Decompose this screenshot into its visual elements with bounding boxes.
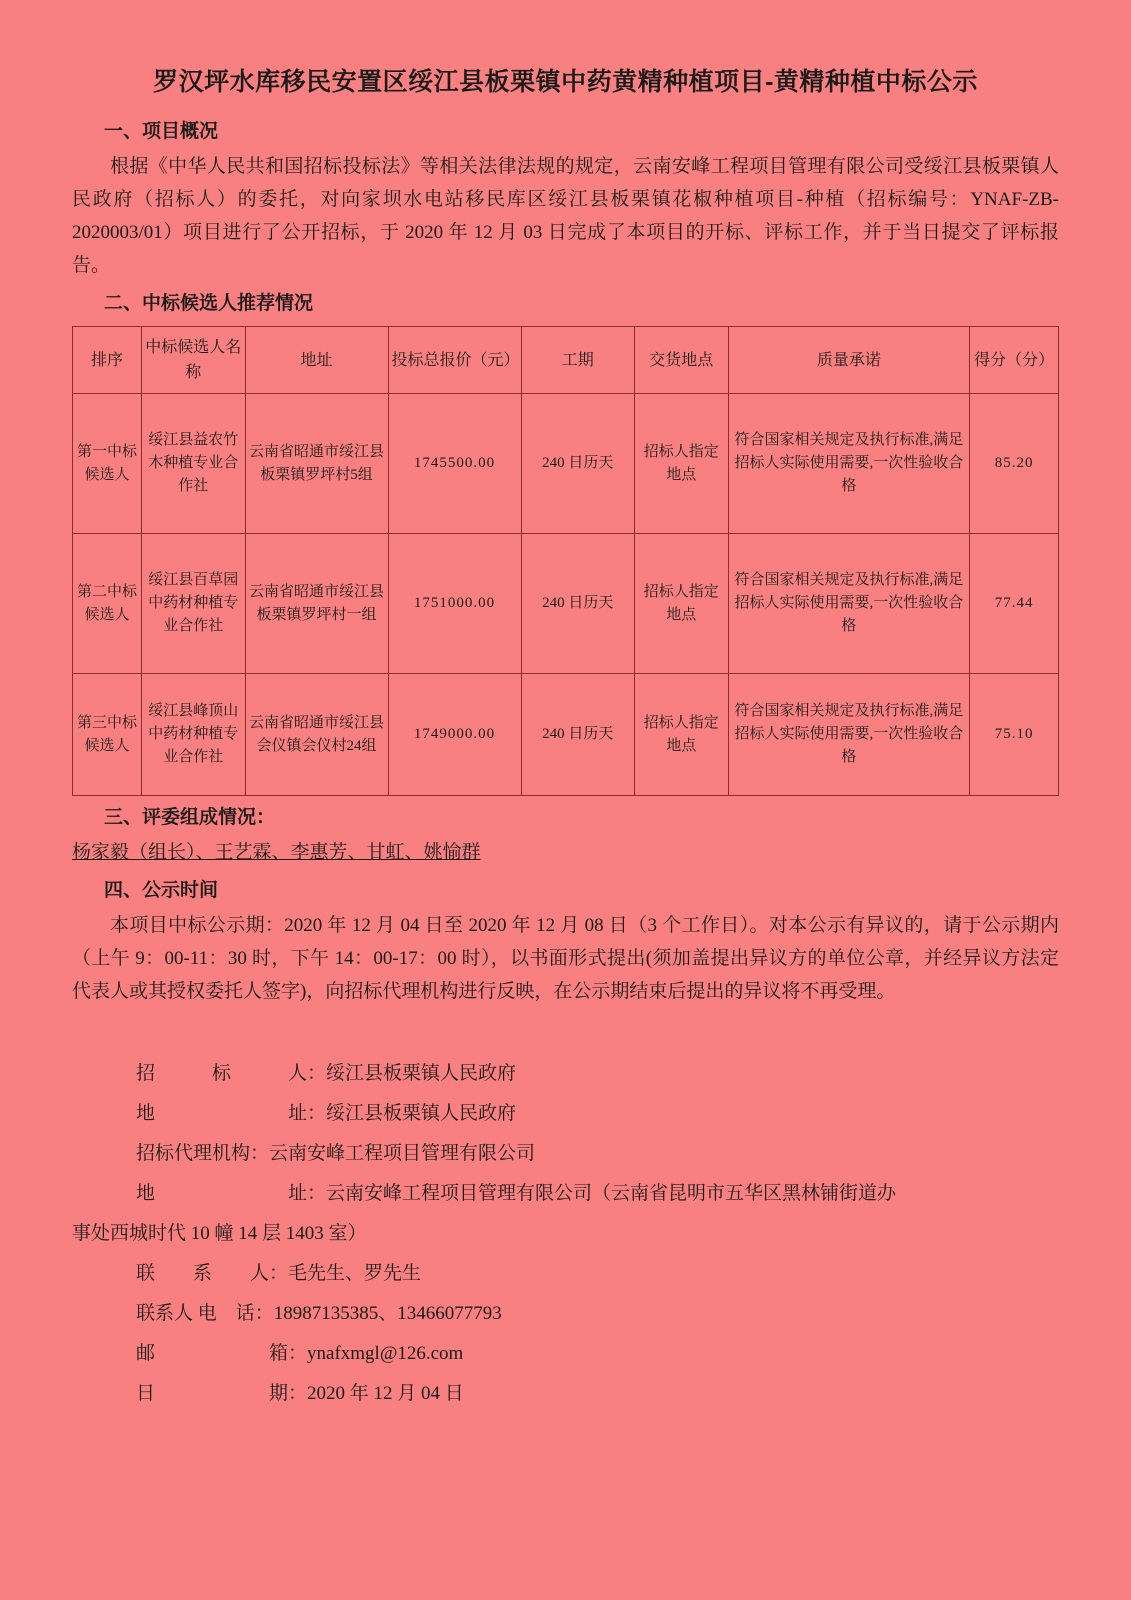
cell-period: 240 日历天 <box>521 534 634 674</box>
column-header-score: 得分（分） <box>970 327 1059 394</box>
table-row <box>73 534 1059 674</box>
contact-label: 联 系 人： <box>136 1263 289 1284</box>
column-header-name: 中标候选人名称 <box>142 327 246 394</box>
section-body-overview: 根据《中华人民共和国招标投标法》等相关法律法规的规定，云南安峰工程项目管理有限公司受绥江县板栗镇人民政府（招标人）的委托，对向家坝水电站移民库区绥江县板栗镇花椒种植项目-种植（招标编号：YNAF-ZB-2020003/01）项目进行了公开招标，于 2020 年 12 月 03 日完成了本项目的开标、评标工作，并于当日提交了评标报告。 <box>72 156 1059 276</box>
contact-row-person <box>136 1254 1059 1294</box>
cell-price: 1749000.00 <box>388 674 521 796</box>
section-body-publicity-period: 本项目中标公示期：2020 年 12 月 04 日至 2020 年 12 月 08 日（3 个工作日）。对本公示有异议的，请于公示期内（上午 9：00-11：30 时，下午 14：00-17：00 时），以书面形式提出(须加盖提出异议方的单位公章，并经异议方法定代表人或其授权委托人签字)，向招标代理机构进行反映，在公示期结束后提出的异议将不再受理。 <box>72 915 1059 1002</box>
contact-value: 毛先生、罗先生 <box>288 1263 422 1284</box>
contact-row-tenderer <box>136 1054 1059 1094</box>
cell-quality: 符合国家相关规定及执行标准,满足招标人实际使用需要,一次性验收合格 <box>728 394 970 534</box>
cell-score: 75.10 <box>970 674 1059 796</box>
cell-price: 1751000.00 <box>388 534 521 674</box>
cell-period: 240 日历天 <box>521 674 634 796</box>
section-heading-committee: 三、评委组成情况： <box>104 807 276 828</box>
agency-address-continuation: 事处西城时代 10 幢 14 层 1403 室） <box>72 1223 367 1244</box>
column-header-period: 工期 <box>521 327 634 394</box>
cell-address: 云南省昭通市绥江县板栗镇罗坪村5组 <box>245 394 388 534</box>
cell-period: 240 日历天 <box>521 394 634 534</box>
section-heading-candidates: 二、中标候选人推荐情况 <box>104 293 314 314</box>
contact-label: 联系人 电 话： <box>136 1303 274 1324</box>
column-header-price: 投标总报价（元） <box>388 327 521 394</box>
cell-place: 招标人指定地点 <box>634 394 728 534</box>
cell-price: 1745500.00 <box>388 394 521 534</box>
contact-value: 绥江县板栗镇人民政府 <box>326 1103 517 1124</box>
contact-row-phone <box>136 1294 1059 1334</box>
page-title: 罗汉坪水库移民安置区绥江县板栗镇中药黄精种植项目-黄精种植中标公示 <box>153 68 978 96</box>
contact-row-agency <box>136 1134 1059 1174</box>
contact-label: 邮 箱： <box>136 1343 308 1364</box>
contact-block <box>72 1054 1059 1414</box>
cell-place: 招标人指定地点 <box>634 674 728 796</box>
contact-value: 2020 年 12 月 04 日 <box>307 1383 464 1404</box>
table-header-row <box>73 327 1059 394</box>
section-heading-publicity-period: 四、公示时间 <box>104 880 219 901</box>
contact-label: 招 标 人： <box>136 1063 327 1084</box>
committee-members: 杨家毅（组长）、王艺霖、李惠芳、甘虹、姚愉群 <box>72 842 481 863</box>
column-header-address: 地址 <box>245 327 388 394</box>
contact-row-date <box>136 1374 1059 1414</box>
cell-score: 77.44 <box>970 534 1059 674</box>
bid-candidates-table <box>72 326 1059 796</box>
contact-value: 绥江县板栗镇人民政府 <box>326 1063 517 1084</box>
contact-value: 云南安峰工程项目管理有限公司 <box>269 1143 536 1164</box>
table-row <box>73 394 1059 534</box>
column-header-rank: 排序 <box>73 327 142 394</box>
column-header-quality: 质量承诺 <box>728 327 970 394</box>
cell-quality: 符合国家相关规定及执行标准,满足招标人实际使用需要,一次性验收合格 <box>728 674 970 796</box>
cell-place: 招标人指定地点 <box>634 534 728 674</box>
contact-row-email <box>136 1334 1059 1374</box>
cell-address: 云南省昭通市绥江县会仪镇会仪村24组 <box>245 674 388 796</box>
cell-rank: 第二中标候选人 <box>73 534 142 674</box>
contact-row-agency-address <box>136 1174 1059 1214</box>
contact-value: ynafxmgl@126.com <box>307 1343 464 1364</box>
section-heading-overview: 一、项目概况 <box>104 121 219 142</box>
column-header-place: 交货地点 <box>634 327 728 394</box>
contact-value: 云南安峰工程项目管理有限公司（云南省昆明市五华区黑林铺街道办 <box>326 1183 897 1204</box>
contact-label: 日 期： <box>136 1383 308 1404</box>
cell-score: 85.20 <box>970 394 1059 534</box>
contact-label: 招标代理机构： <box>136 1143 270 1164</box>
cell-rank: 第三中标候选人 <box>73 674 142 796</box>
contact-label: 地 址： <box>136 1183 327 1204</box>
contact-value: 18987135385、13466077793 <box>273 1303 502 1324</box>
contact-row-tenderer-address <box>136 1094 1059 1134</box>
cell-name: 绥江县峰顶山中药材种植专业合作社 <box>142 674 246 796</box>
cell-quality: 符合国家相关规定及执行标准,满足招标人实际使用需要,一次性验收合格 <box>728 534 970 674</box>
cell-rank: 第一中标候选人 <box>73 394 142 534</box>
cell-address: 云南省昭通市绥江县板栗镇罗坪村一组 <box>245 534 388 674</box>
cell-name: 绥江县百草园中药材种植专业合作社 <box>142 534 246 674</box>
contact-label: 地 址： <box>136 1103 327 1124</box>
table-row <box>73 674 1059 796</box>
cell-name: 绥江县益农竹木种植专业合作社 <box>142 394 246 534</box>
